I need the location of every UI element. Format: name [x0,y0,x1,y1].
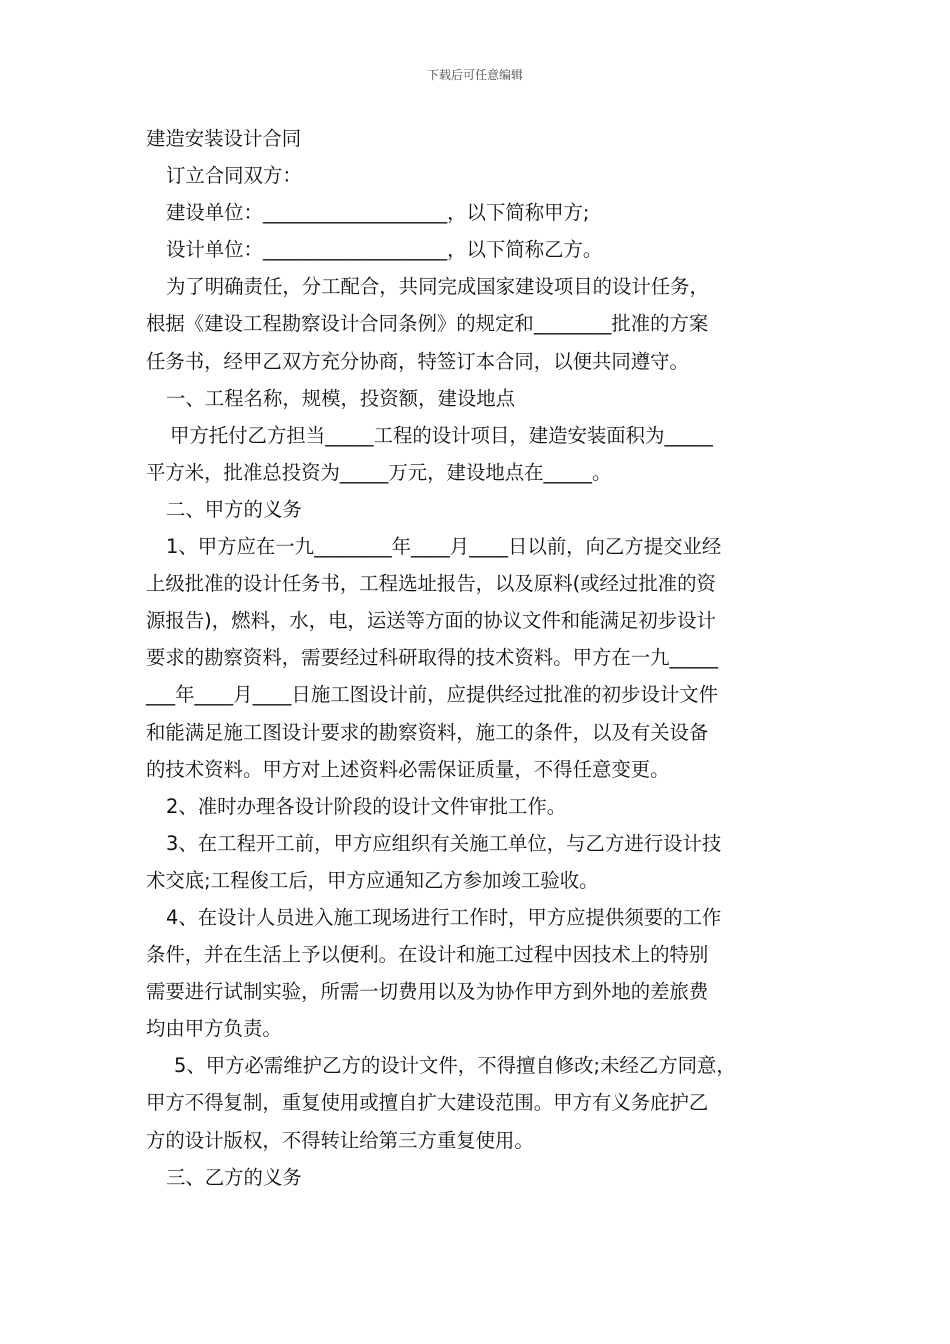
text-line: 的技术资料。甲方对上述资料必需保证质量，不得任意变更。 [146,757,670,781]
document-title: 建造安装设计合同 [146,127,302,150]
text-line: 上级批准的设计任务书，工程选址报告，以及原料(或经过批准的资 [146,572,716,596]
text-line: 要求的勘察资料，需要经过科研取得的技术资料。甲方在一九_____ [146,646,719,670]
text-line: 均由甲方负责。 [146,1017,282,1041]
text-line: 5、甲方必需维护乙方的设计文件，不得擅自修改;未经乙方同意， [174,1054,736,1078]
section-heading: 二、甲方的义务 [166,497,302,521]
text-line: 3、在工程开工前，甲方应组织有关施工单位，与乙方进行设计技 [166,831,722,855]
text-line: 源报告)，燃料，水，电，运送等方面的协议文件和能满足初步设计 [146,609,716,633]
text-line: 设计单位：___________________，以下简称乙方。 [166,238,603,262]
section-heading: 三、乙方的义务 [166,1165,302,1189]
text-line: 任务书，经甲乙双方充分协商，特签订本合同，以便共同遵守。 [146,349,689,373]
text-line: 订立合同双方： [166,164,302,188]
text-line: 平方米，批准总投资为_____万元，建设地点在_____。 [146,460,612,484]
section-heading: 一、工程名称，规模，投资额，建设地点 [166,386,516,410]
text-line: 和能满足施工图设计要求的勘察资料，施工的条件，以及有关设备 [146,720,709,744]
document-body [146,120,818,1196]
text-line: ___年____月____日施工图设计前，应提供经过批准的初步设计文件 [146,683,719,707]
text-line: 需要进行试制实验，所需一切费用以及为协作甲方到外地的差旅费 [146,980,709,1004]
text-line: 条件，并在生活上予以便利。在设计和施工过程中因技术上的特别 [146,943,709,967]
text-line: 2、准时办理各设计阶段的设计文件审批工作。 [166,794,567,818]
text-line: 根据《建设工程勘察设计合同条例》的规定和________批准的方案 [146,312,709,336]
text-line: 甲方托付乙方担当_____工程的设计项目，建造安装面积为_____ [170,423,713,447]
text-line: 术交底;工程俊工后，甲方应通知乙方参加竣工验收。 [146,868,599,892]
text-line: 4、在设计人员进入施工现场进行工作时，甲方应提供须要的工作 [166,905,722,929]
text-line: 1、甲方应在一九________年____月____日以前，向乙方提交业经 [166,535,722,559]
text-line: 为了明确责任，分工配合，共同完成国家建设项目的设计任务， [166,275,709,299]
page-header: 下载后可任意编辑 [426,68,523,82]
text-line: 甲方不得复制，重复使用或擅自扩大建设范围。甲方有义务庇护乙 [146,1091,709,1115]
text-line: 建设单位：___________________，以下简称甲方; [166,201,590,225]
text-line: 方的设计版权，不得转让给第三方重复使用。 [146,1128,534,1152]
